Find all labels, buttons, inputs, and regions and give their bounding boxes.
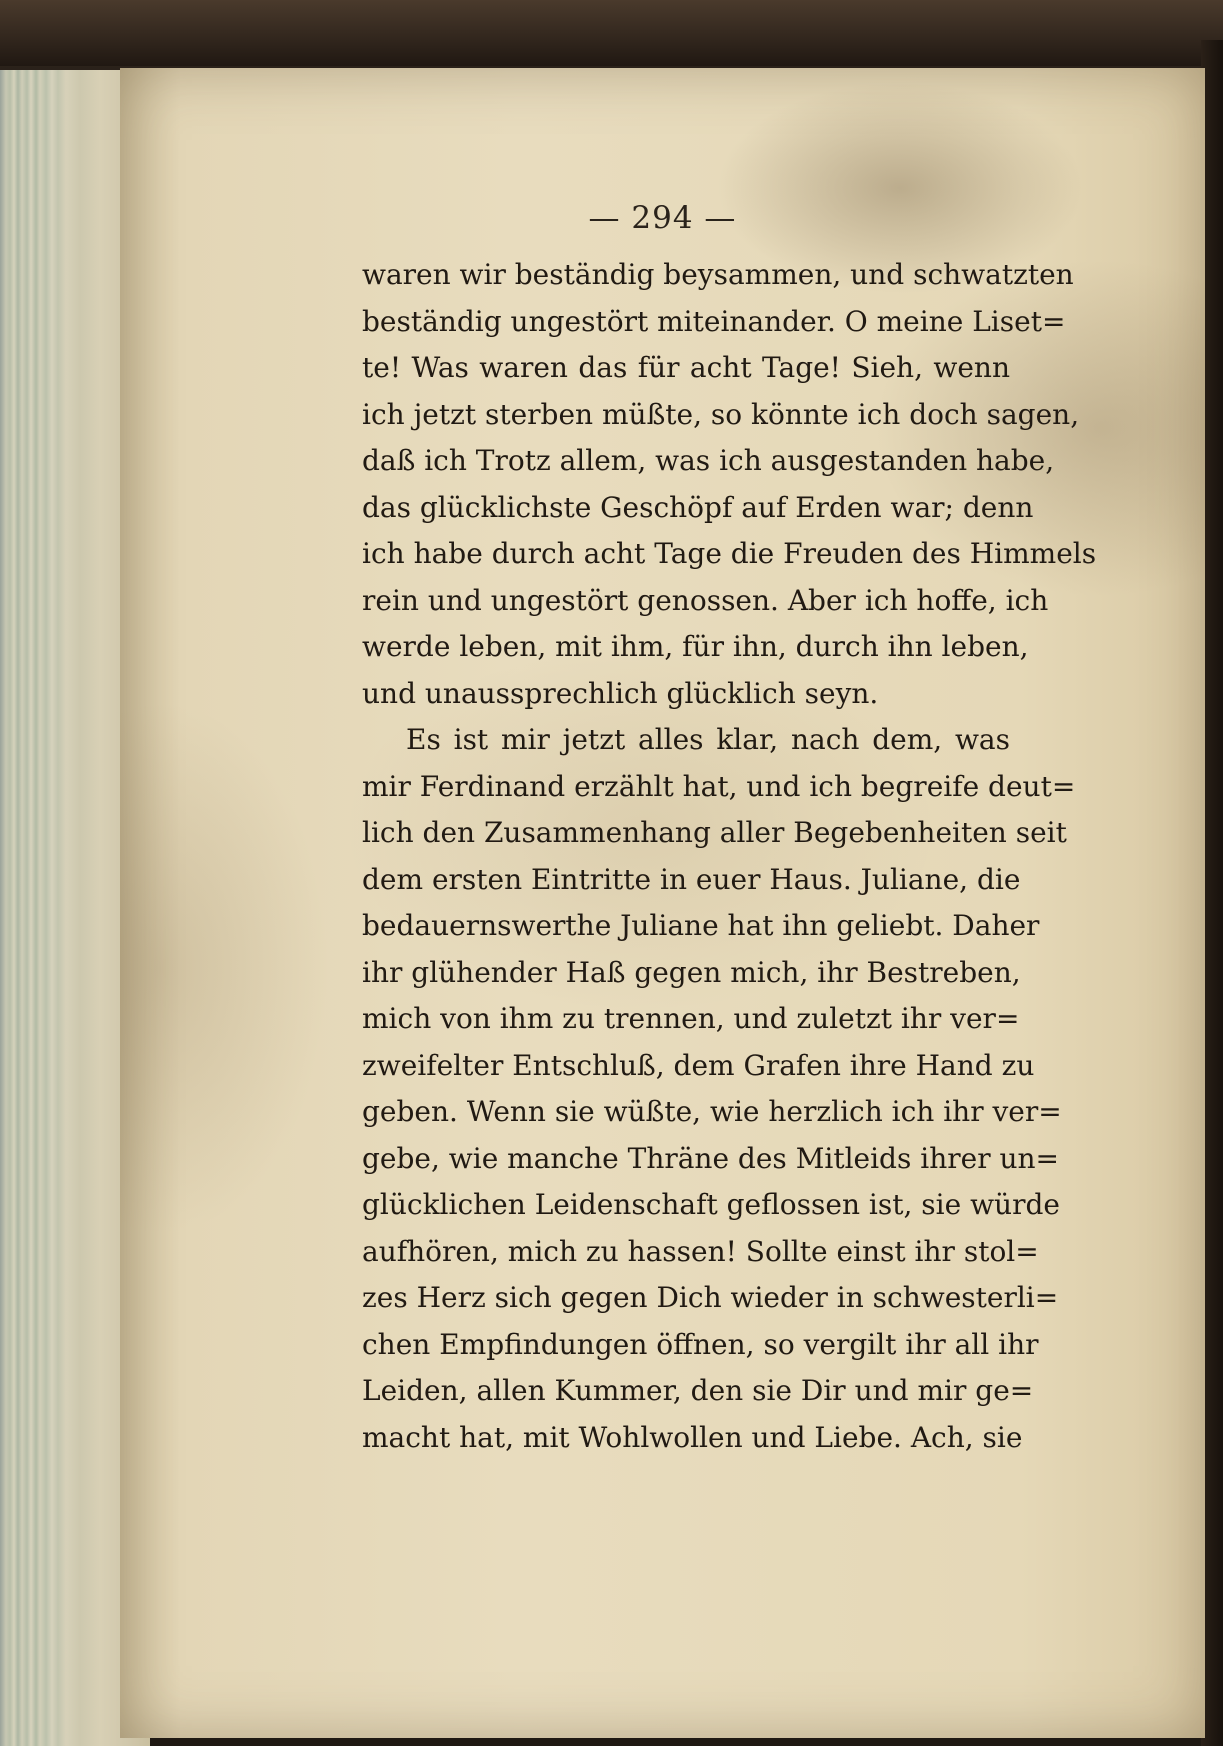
- text-line: ich jetzt sterben müßte, so könnte ich doch sagen,: [362, 397, 1080, 431]
- text-line: daß ich Trotz allem, was ich ausgestanden habe,: [362, 444, 1055, 477]
- text-line: lich den Zusammenhang aller Begebenheiten seit: [362, 816, 1067, 849]
- text-line: dem ersten Eintritte in euer Haus. Juliane, die: [362, 862, 1021, 896]
- text-line: mich von ihm zu trennen, und zuletzt ihr ver=: [362, 1002, 1020, 1035]
- text-line: ich habe durch acht Tage die Freuden des Himmels: [362, 537, 1097, 570]
- text-line: und unaussprechlich glücklich seyn.: [362, 676, 879, 710]
- text-line: geben. Wenn sie wüßte, wie herzlich ich ihr ver=: [362, 1095, 1062, 1128]
- text-line: das glücklichste Geschöpf auf Erden war; denn: [362, 490, 1034, 524]
- page-number: — 294 —: [588, 200, 737, 236]
- text-line: Leiden, allen Kummer, den sie Dir und mir ge=: [362, 1374, 1034, 1407]
- book-cover-top: [0, 0, 1223, 66]
- text-line: mir Ferdinand erzählt hat, und ich begreife deut=: [362, 769, 1076, 803]
- text-line: waren wir beständig beysammen, und schwatzten: [362, 258, 1074, 291]
- text-line: bedauernswerthe Juliane hat ihn geliebt. Daher: [362, 909, 1040, 942]
- text-line: aufhören, mich zu hassen! Sollte einst ihr stol=: [362, 1234, 1039, 1268]
- text-line: zes Herz sich gegen Dich wieder in schwesterli=: [362, 1281, 1059, 1314]
- text-line: zweifelter Entschluß, dem Grafen ihre Hand zu: [362, 1048, 1035, 1082]
- text-line: chen Empfindungen öffnen, so vergilt ihr all ihr: [362, 1327, 1039, 1361]
- text-line: te! Was waren das für acht Tage! Sieh, wenn: [362, 351, 1010, 384]
- text-line: rein und ungestört genossen. Aber ich hoffe, ich: [362, 583, 1049, 617]
- text-line: ihr glühender Haß gegen mich, ihr Bestreben,: [362, 955, 1021, 989]
- text-line: beständig ungestört miteinander. O meine Liset=: [362, 304, 1066, 338]
- book-page: [120, 68, 1205, 1738]
- text-line: macht hat, mit Wohlwollen und Liebe. Ach, sie: [362, 1420, 1023, 1454]
- text-line: werde leben, mit ihm, für ihn, durch ihn leben,: [362, 630, 1029, 663]
- text-line: glücklichen Leidenschaft geflossen ist, sie würde: [362, 1188, 1060, 1221]
- page-body-text: [362, 252, 1097, 1461]
- text-line: Es ist mir jetzt alles klar, nach dem, was: [406, 723, 1010, 756]
- text-line: gebe, wie manche Thräne des Mitleids ihrer un=: [362, 1141, 1060, 1175]
